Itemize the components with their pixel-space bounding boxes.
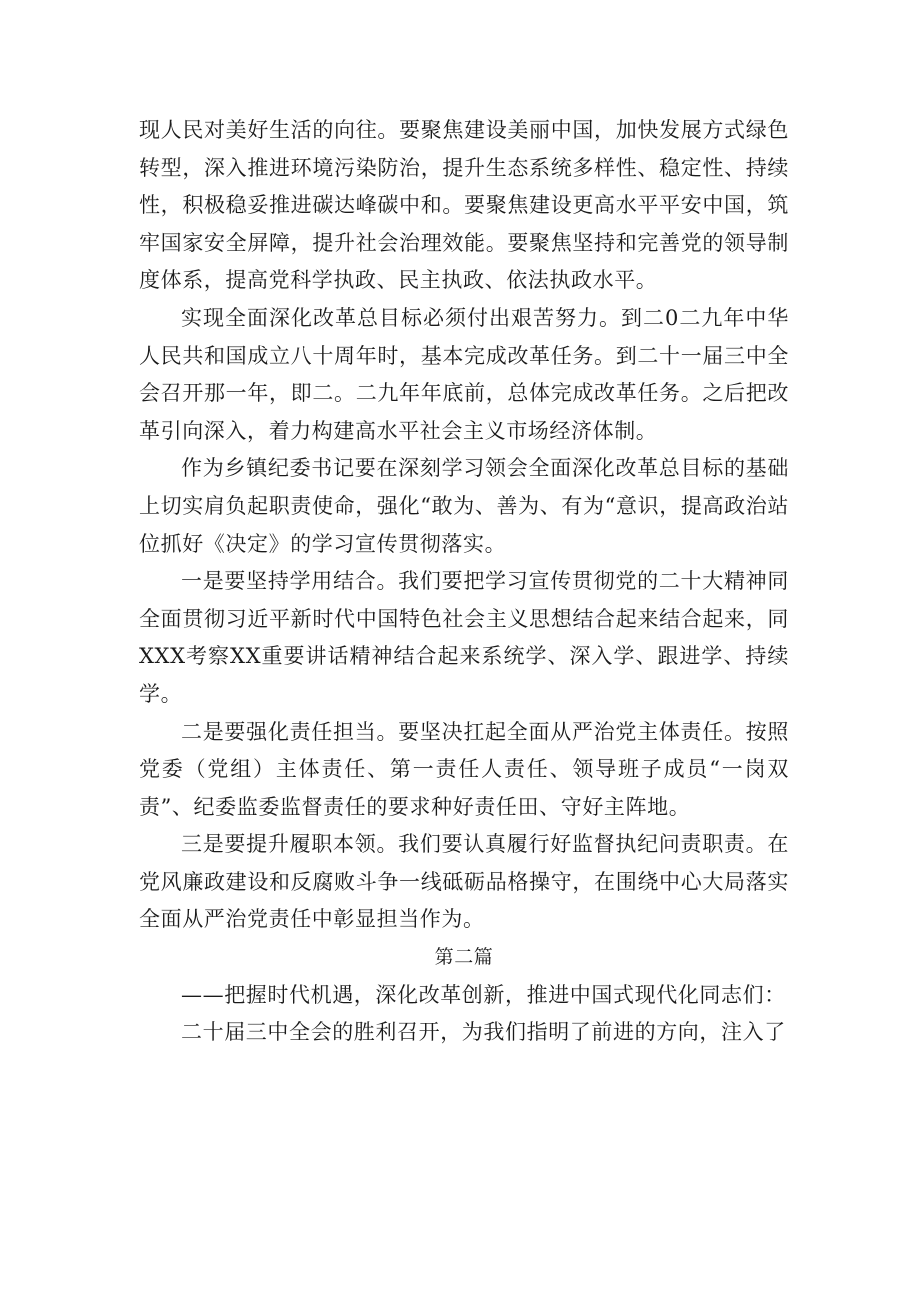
paragraph-point-three: 三是要提升履职本领。我们要认真履行好监督执纪问责职责。在党风廉政建设和反腐败斗争一线砥砺品格操守，在围绕中心大局落实全面从严治党责任中彰显担当作为。 xyxy=(139,832,789,932)
paragraph-township-secretary: 作为乡镇纪委书记要在深刻学习领会全面深化改革总目标的基础上切实肩负起职责使命，强化“敢为、善为、有为“意识，提高政治站位抓好《决定》的学习宣传贯彻落实。 xyxy=(139,456,789,556)
paragraph-reform-goal: 实现全面深化改革总目标必须付出艰苦努力。到二0二九年中华人民共和国成立八十周年时，基本完成改革任务。到二十一届三中全会召开那一年，即二。二九年年底前，总体完成改革任务。之后把改革引向深入，着力构建高水平社会主义市场经济体制。 xyxy=(139,305,789,443)
paragraph-point-one: 一是要坚持学用结合。我们要把学习宣传贯彻党的二十大精神同全面贯彻习近平新时代中国特色社会主义思想结合起来结合起来，同XXX考察XX重要讲话精神结合起来系统学、深入学、跟进学、持续学。 xyxy=(139,569,789,706)
paragraph-continuation: 现人民对美好生活的向往。要聚焦建设美丽中国，加快发展方式绿色转型，深入推进环境污染防治，提升生态系统多样性、稳定性、持续性，积极稳妥推进碳达峰碳中和。要聚焦建设更高水平平安中国，筑牢国家安全屏障，提升社会治理效能。要聚焦坚持和完善党的领导制度体系，提高党科学执政、民主执政、依法执政水平。 xyxy=(139,118,789,293)
section-heading: 第二篇 xyxy=(434,946,494,969)
document-body xyxy=(139,112,789,1052)
paragraph-subtitle: ——把握时代机遇，深化改革创新，推进中国式现代化同志们： xyxy=(181,982,786,1007)
paragraph-opening: 二十届三中全会的胜利召开，为我们指明了前进的方向，注入了 xyxy=(181,1020,786,1045)
paragraph-point-two: 二是要强化责任担当。要坚决扛起全面从严治党主体责任。按照党委（党组）主体责任、第一责任人责任、领导班子成员“一岗双责”、纪委监委监督责任的要求种好责任田、守好主阵地。 xyxy=(139,719,789,819)
